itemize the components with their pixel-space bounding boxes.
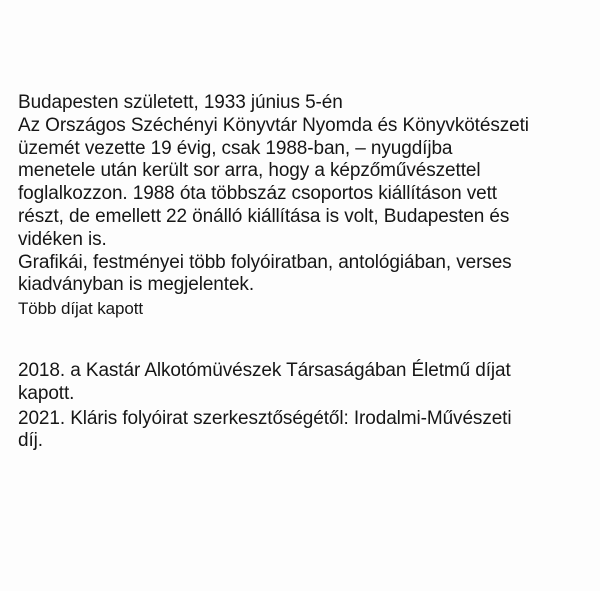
awards-note: Több díjat kapott [18,299,143,319]
bio-line: Grafikái, festményei több folyóiratban, antológiában, verses [18,251,512,273]
bio-line: vidéken is. [18,228,107,250]
bio-line: részt, de emellett 22 önálló kiállítása is volt, Budapesten és [18,205,510,227]
bio-line: Budapesten született, 1933 június 5-én [18,92,343,113]
biography-section [18,92,593,320]
award-line: kapott. [18,382,75,404]
award-line: 2018. a Kastár Alkotómüvészek Társaságában Életmű díjat [18,360,511,381]
bio-line: Az Országos Széchényi Könyvtár Nyomda és Könyvkötészeti [18,114,529,136]
bio-line: foglalkozzon. 1988 óta többszáz csoportos kiállításon vett [18,183,497,205]
bio-line: kiadványban is megjelentek. [18,274,254,296]
award-line: díj. [18,430,43,452]
bio-line: üzemét vezette 19 évig, csak 1988-ban, – nyugdíjba [18,137,453,159]
bio-line: menetele után került sor arra, hogy a képzőművészettel [18,160,481,182]
awards-section [18,360,593,453]
award-line: 2021. Kláris folyóirat szerkesztőségétől: Irodalmi-Művészeti [18,407,512,429]
